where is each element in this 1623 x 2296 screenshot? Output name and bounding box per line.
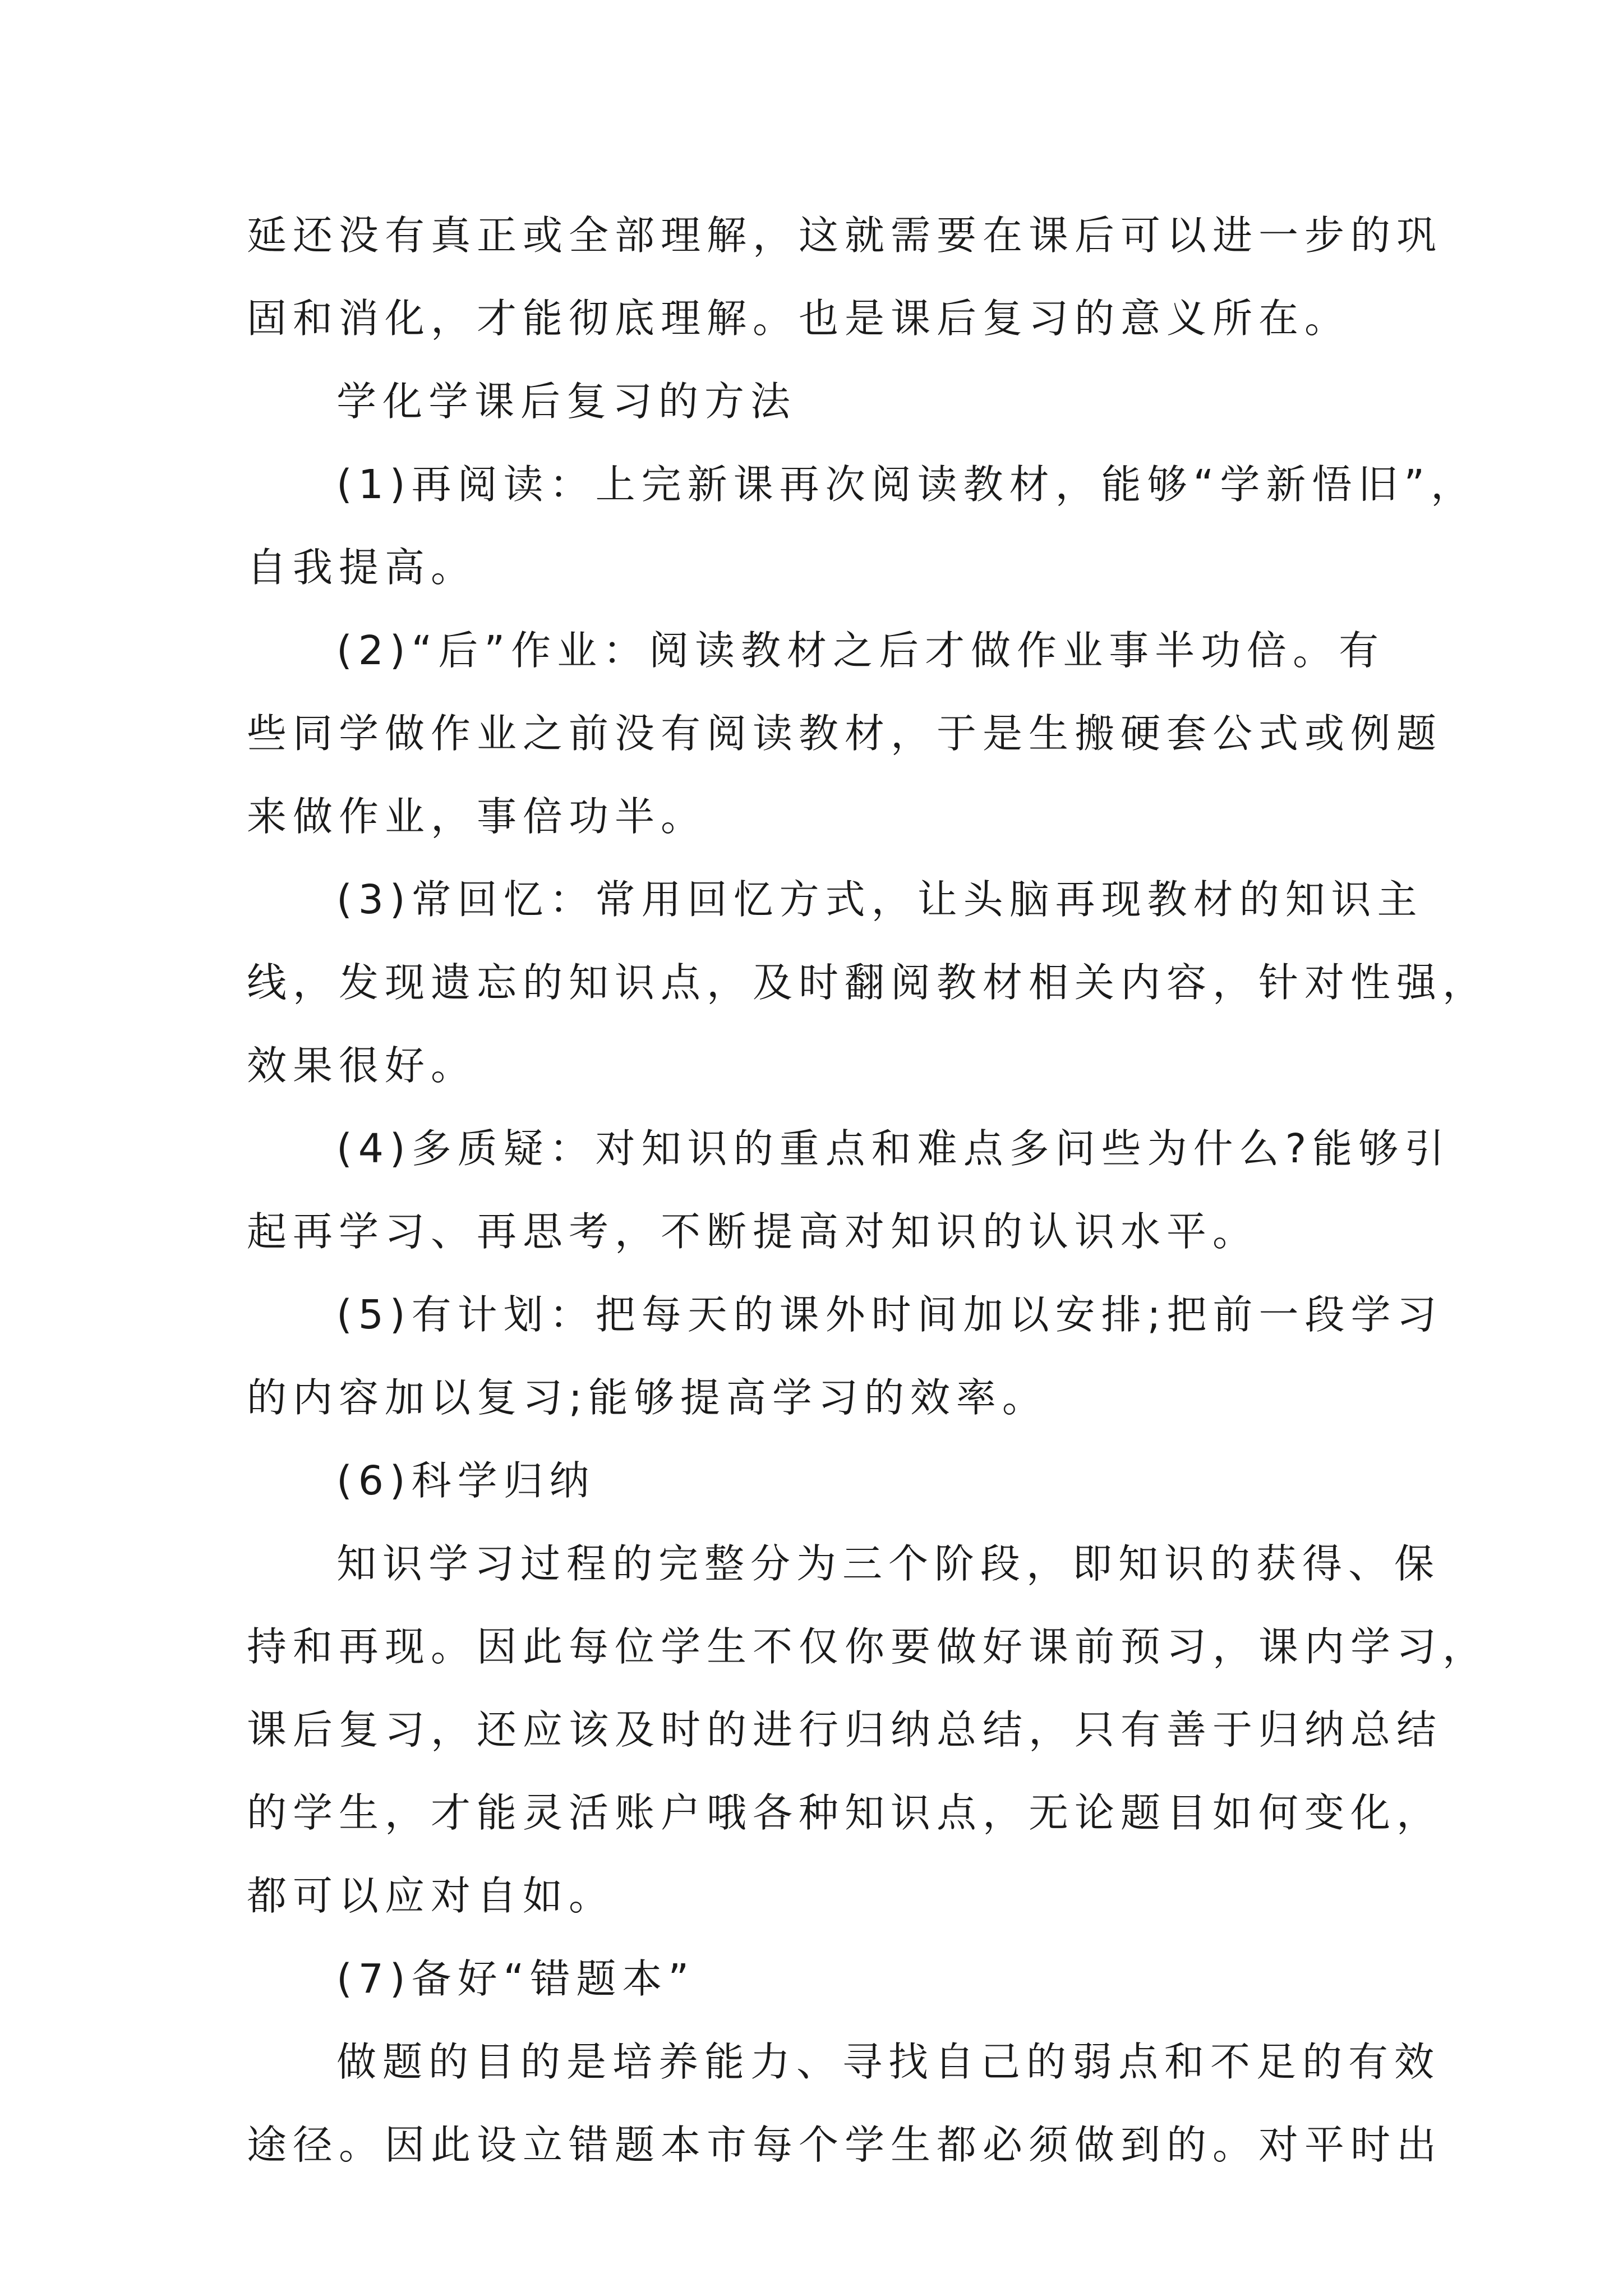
text-line: (5)有计划：把每天的课外时间加以安排;把前一段学习 [336,1291,1443,1338]
text-line: 效果很好。 [247,1042,477,1089]
text-line: 课后复习，还应该及时的进行归纳总结，只有善于归纳总结 [247,1706,1443,1753]
text-line: 延还没有真正或全部理解，这就需要在课后可以进一步的巩 [247,212,1443,259]
text-line: 都可以应对自如。 [247,1872,615,1919]
text-line: (2)“后”作业：阅读教材之后才做作业事半功倍。有 [336,627,1385,674]
text-line: 些同学做作业之前没有阅读教材，于是生搬硬套公式或例题 [247,710,1443,757]
text-line: 的学生，才能灵活账户哦各种知识点，无论题目如何变化， [247,1789,1443,1836]
text-line: 自我提高。 [247,544,477,591]
text-line: (1)再阅读：上完新课再次阅读教材，能够“学新悟旧”， [336,461,1477,508]
text-line: 来做作业，事倍功半。 [247,793,707,840]
text-line: 持和再现。因此每位学生不仅你要做好课前预习，课内学习， [247,1623,1489,1670]
text-line: 做题的目的是培养能力、寻找自己的弱点和不足的有效 [336,2039,1441,2085]
text-line: 的内容加以复习;能够提高学习的效率。 [247,1374,1048,1421]
text-line: (4)多质疑：对知识的重点和难点多问些为什么?能够引 [336,1125,1451,1172]
text-line: 线，发现遗忘的知识点，及时翻阅教材相关内容，针对性强， [247,959,1489,1006]
text-line: (3)常回忆：常用回忆方式，让头脑再现教材的知识主 [336,876,1423,923]
subheading: (6)科学归纳 [336,1457,596,1504]
text-line: 途径。因此设立错题本市每个学生都必须做到的。对平时出 [247,2122,1443,2168]
text-line: 固和消化，才能彻底理解。也是课后复习的意义所在。 [247,295,1351,342]
text-line: 知识学习过程的完整分为三个阶段，即知识的获得、保 [336,1540,1441,1587]
section-heading: 学化学课后复习的方法 [336,378,797,425]
subheading: (7)备好“错题本” [336,1955,695,2002]
text-line: 起再学习、再思考，不断提高对知识的认识水平。 [247,1208,1259,1255]
